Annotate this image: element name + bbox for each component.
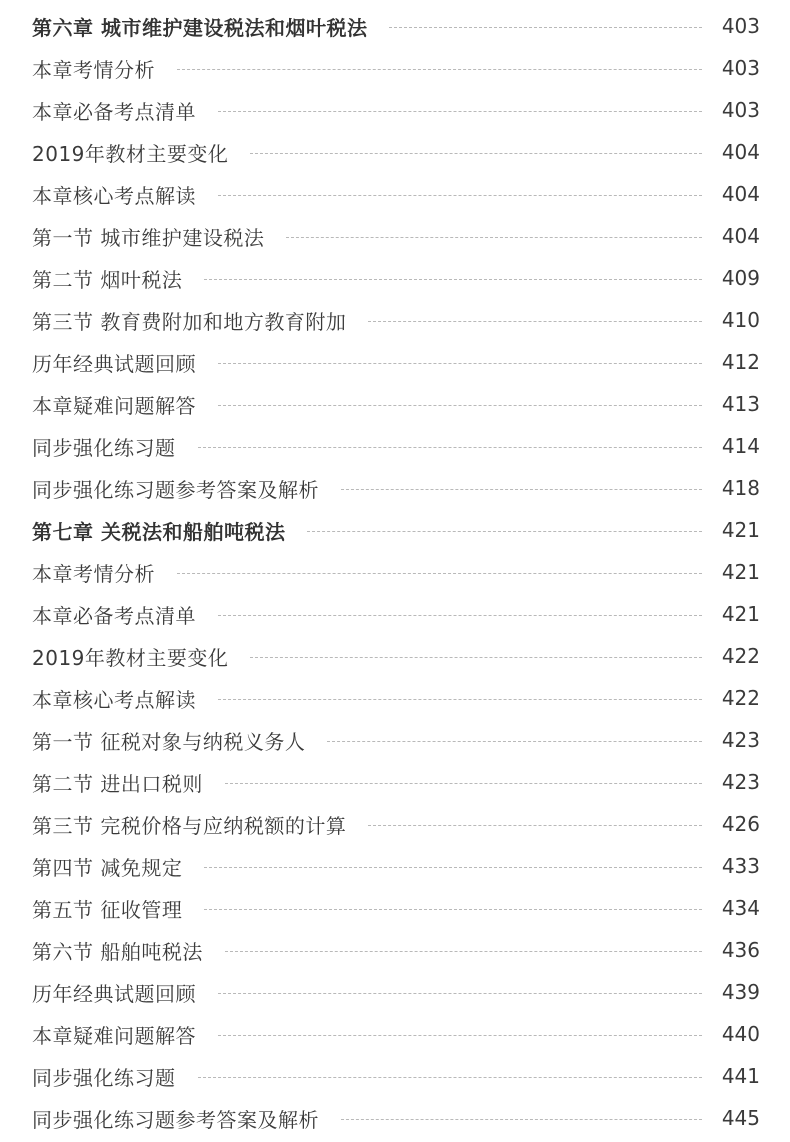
toc-entry-row[interactable] — [0, 761, 790, 803]
toc-entry-title: 第一节 征税对象与纳税义务人 — [32, 729, 306, 754]
toc-entry-row[interactable] — [0, 929, 790, 971]
toc-page-number: 436 — [721, 938, 760, 962]
toc-page-number: 421 — [721, 560, 760, 584]
toc-entry-row[interactable] — [0, 173, 790, 215]
toc-entry-row[interactable] — [0, 257, 790, 299]
toc-page-number: 422 — [721, 686, 760, 710]
toc-page-number: 403 — [721, 14, 760, 38]
toc-entry-title: 本章考情分析 — [32, 57, 155, 82]
dotted-leader — [286, 237, 701, 238]
toc-entry-title: 第三节 完税价格与应纳税额的计算 — [32, 813, 347, 838]
toc-entry-title: 同步强化练习题 — [32, 435, 176, 460]
toc-entry-row[interactable] — [0, 593, 790, 635]
toc-page-number: 426 — [721, 812, 760, 836]
toc-entry-row[interactable] — [0, 971, 790, 1013]
toc-entry-title: 本章疑难问题解答 — [32, 1023, 196, 1048]
toc-entry-row[interactable] — [0, 551, 790, 593]
dotted-leader — [177, 573, 702, 574]
toc-entry-title: 第四节 减免规定 — [32, 855, 183, 880]
dotted-leader — [250, 153, 701, 154]
toc-page-number: 421 — [721, 602, 760, 626]
toc-page-number: 441 — [721, 1064, 760, 1088]
dotted-leader — [389, 27, 701, 28]
toc-entry-row[interactable] — [0, 1013, 790, 1055]
dotted-leader — [218, 1035, 702, 1036]
toc-entry-row[interactable] — [0, 425, 790, 467]
toc-entry-title: 第三节 教育费附加和地方教育附加 — [32, 309, 347, 334]
toc-page-number: 410 — [721, 308, 760, 332]
toc-page-number: 421 — [721, 518, 760, 542]
toc-entry-row[interactable] — [0, 215, 790, 257]
toc-entry-row[interactable] — [0, 719, 790, 761]
toc-entry-row[interactable] — [0, 803, 790, 845]
toc-entry-title: 2019年教材主要变化 — [32, 645, 229, 670]
toc-entry-row[interactable] — [0, 383, 790, 425]
toc-entry-row[interactable] — [0, 47, 790, 89]
dotted-leader — [341, 489, 702, 490]
toc-entry-row[interactable] — [0, 467, 790, 509]
dotted-leader — [204, 279, 701, 280]
toc-entry-title: 第五节 征收管理 — [32, 897, 183, 922]
toc-entry-title: 历年经典试题回顾 — [32, 981, 196, 1006]
toc-page-number: 414 — [721, 434, 760, 458]
toc-entry-row[interactable] — [0, 845, 790, 887]
toc-entry-title: 第六节 船舶吨税法 — [32, 939, 203, 964]
toc-page-number: 403 — [721, 56, 760, 80]
dotted-leader — [204, 867, 701, 868]
toc-entry-title: 第二节 烟叶税法 — [32, 267, 183, 292]
toc-page-number: 404 — [721, 224, 760, 248]
toc-entry-title: 第六章 城市维护建设税法和烟叶税法 — [32, 15, 368, 40]
dotted-leader — [307, 531, 701, 532]
toc-page-number: 422 — [721, 644, 760, 668]
toc-entry-title: 本章考情分析 — [32, 561, 155, 586]
toc-entry-title: 本章必备考点清单 — [32, 99, 196, 124]
toc-page-number: 403 — [721, 98, 760, 122]
toc-entry-row[interactable] — [0, 341, 790, 383]
toc-entry-title: 本章必备考点清单 — [32, 603, 196, 628]
toc-page-number: 439 — [721, 980, 760, 1004]
dotted-leader — [368, 321, 701, 322]
toc-page-number: 404 — [721, 182, 760, 206]
dotted-leader — [225, 951, 702, 952]
dotted-leader — [198, 1077, 702, 1078]
toc-page-number: 440 — [721, 1022, 760, 1046]
toc-entry-row[interactable] — [0, 131, 790, 173]
dotted-leader — [250, 657, 701, 658]
toc-page-number: 409 — [721, 266, 760, 290]
toc-entry-row[interactable] — [0, 887, 790, 929]
toc-entry-title: 同步强化练习题参考答案及解析 — [32, 1107, 319, 1132]
toc-entry-row[interactable] — [0, 299, 790, 341]
toc-entry-title: 2019年教材主要变化 — [32, 141, 229, 166]
toc-page-number: 404 — [721, 140, 760, 164]
dotted-leader — [177, 69, 702, 70]
toc-entry-title: 历年经典试题回顾 — [32, 351, 196, 376]
toc-entry-title: 本章疑难问题解答 — [32, 393, 196, 418]
dotted-leader — [218, 363, 702, 364]
toc-entry-row[interactable] — [0, 677, 790, 719]
dotted-leader — [327, 741, 701, 742]
toc-chapter-row[interactable] — [0, 5, 790, 47]
toc-page-number: 423 — [721, 770, 760, 794]
dotted-leader — [218, 993, 702, 994]
toc-entry-title: 第一节 城市维护建设税法 — [32, 225, 265, 250]
toc-entry-title: 同步强化练习题 — [32, 1065, 176, 1090]
toc-entry-title: 第七章 关税法和船舶吨税法 — [32, 519, 286, 544]
dotted-leader — [218, 405, 702, 406]
toc-page-number: 433 — [721, 854, 760, 878]
toc-page-number: 434 — [721, 896, 760, 920]
dotted-leader — [198, 447, 702, 448]
dotted-leader — [218, 615, 702, 616]
toc-page-number: 412 — [721, 350, 760, 374]
dotted-leader — [204, 909, 701, 910]
dotted-leader — [218, 195, 702, 196]
toc-chapter-row[interactable] — [0, 509, 790, 551]
toc-entry-title: 本章核心考点解读 — [32, 183, 196, 208]
toc-entry-title: 第二节 进出口税则 — [32, 771, 203, 796]
dotted-leader — [218, 699, 702, 700]
toc-entry-title: 本章核心考点解读 — [32, 687, 196, 712]
dotted-leader — [218, 111, 702, 112]
toc-page-number: 423 — [721, 728, 760, 752]
toc-entry-row[interactable] — [0, 1055, 790, 1097]
toc-page-number: 418 — [721, 476, 760, 500]
toc-entry-title: 同步强化练习题参考答案及解析 — [32, 477, 319, 502]
dotted-leader — [341, 1119, 702, 1120]
dotted-leader — [225, 783, 702, 784]
dotted-leader — [368, 825, 701, 826]
toc-entry-row[interactable] — [0, 635, 790, 677]
toc-entry-row[interactable] — [0, 89, 790, 131]
toc-entry-row[interactable] — [0, 1097, 790, 1139]
toc-page-number: 413 — [721, 392, 760, 416]
toc-page-number: 445 — [721, 1106, 760, 1130]
